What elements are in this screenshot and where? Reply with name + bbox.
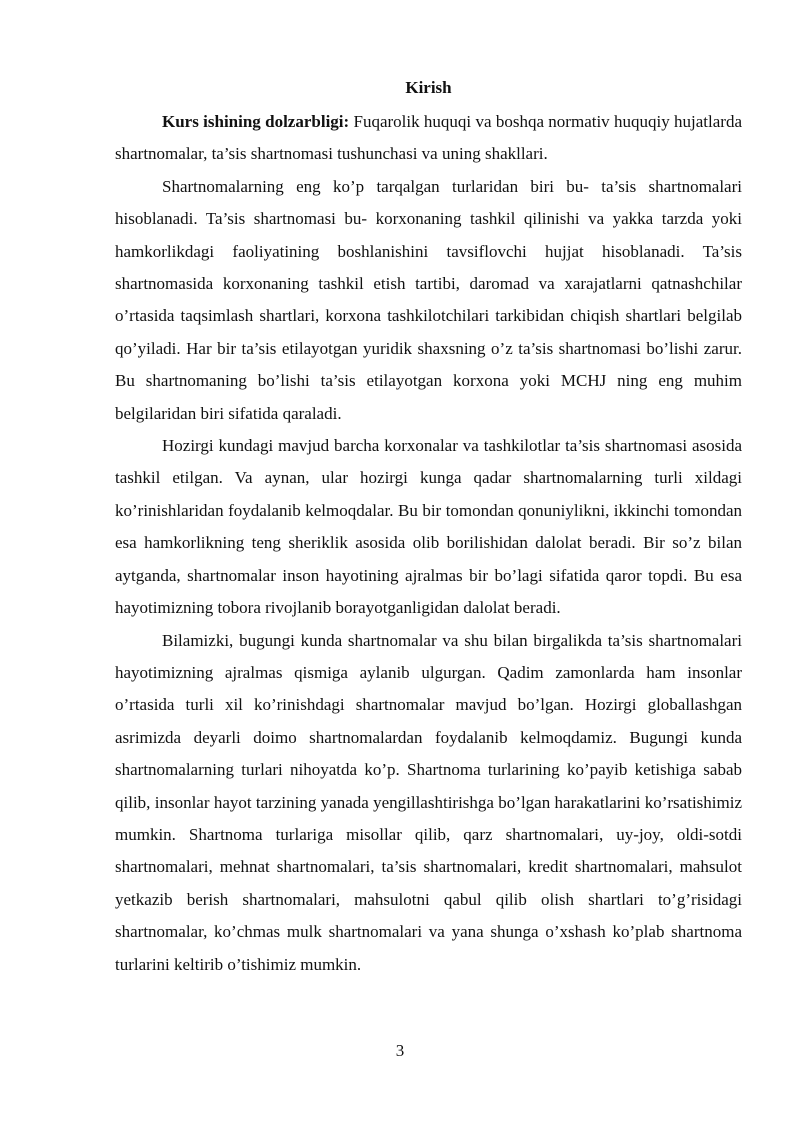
- document-page: [115, 74, 742, 981]
- paragraph-founding-agreements: Shartnomalarning eng ko’p tarqalgan turlaridan biri bu- ta’sis shartnomalari hisoblanadi. Ta’sis shartnomasi bu- korxonaning tashkil qilinishi va yakka tarzda yoki hamkorlikdagi faoliyatining boshlanishini tavsiflovchi hujjat hisoblanadi. Ta’sis shartnomasida korxonaning tashkil etish tartibi, daromad va xarajatlarni qatnashchilar o’rtasida taqsimlash shartlari, korxona tashkilotchilari tarkibidan chiqish shartlari belgilab qo’yiladi. Har bir ta’sis etilayotgan yuridik shaxsning o’z ta’sis shartnomasi bo’lishi zarur. Bu shartnomaning bo’lishi ta’sis etilayotgan korxona yoki MCHJ ning eng muhim belgilaridan biri sifatida qaraladi.: [115, 176, 742, 423]
- paragraph-relevance: [115, 106, 742, 171]
- page-title: Kirish: [405, 78, 452, 97]
- page-number: 3: [395, 1041, 405, 1060]
- paragraph-contract-types: Bilamizki, bugungi kunda shartnomalar va shu bilan birgalikda ta’sis shartnomalari hayotimizning ajralmas qismiga aylanib ulgurgan. Qadim zamonlarda ham insonlar o’rtasida turli xil ko’rinishdagi shartnomalar mavjud bo’lgan. Hozirgi globallashgan asrimizda deyarli doimo shartnomalardan foydalanib kelmoqdamiz. Bugungi kunda shartnomalarning turlari nihoyatda ko’p. Shartnoma turlarining ko’payib ketishiga sabab qilib, insonlar hayot tarzining yanada yengillashtirishga bo’lgan harakatlarini ko’rsatishimiz mumkin. Shartnoma turlariga misollar qilib, qarz shartnomalari, uy-joy, oldi-sotdi shartnomalari, mehnat shartnomalari, ta’sis shartnomalari, kredit shartnomalari, mahsulot yetkazib berish shartnomalari, mahsulotni qabul qilib olish shartlari to’g’risidagi shartnomalar, ko’chmas mulk shartnomalari va yana shunga o’xshash ko’plab shartnoma turlarini keltirib o’tishimiz mumkin.: [115, 630, 742, 974]
- paragraph-lead-text: Fuqarolik huquqi va boshqa normativ huquqiy hujatlarda shartnomalar, ta’sis shartnomasi tushunchasi va uning shakllari.: [115, 112, 743, 164]
- paragraph-current-organizations: Hozirgi kundagi mavjud barcha korxonalar va tashkilotlar ta’sis shartnomasi asosida tashkil etilgan. Va aynan, ular hozirgi kunga qadar shartnomalarning turli xildagi ko’rinishlaridan foydalanib kelmoqdalar. Bu bir tomondan qonuniylikni, ikkinchi tomondan esa hamkorlikning teng sheriklik asosida olib borilishidan dalolat beradi. Bir so’z bilan aytganda, shartnomalar inson hayotining ajralmas bir bo’lagi sifatida qaror topdi. Bu esa hayotimizning tobora rivojlanib borayotganligidan dalolat beradi.: [115, 436, 742, 618]
- paragraph-lead: Kurs ishining dolzarbligi:: [162, 112, 350, 131]
